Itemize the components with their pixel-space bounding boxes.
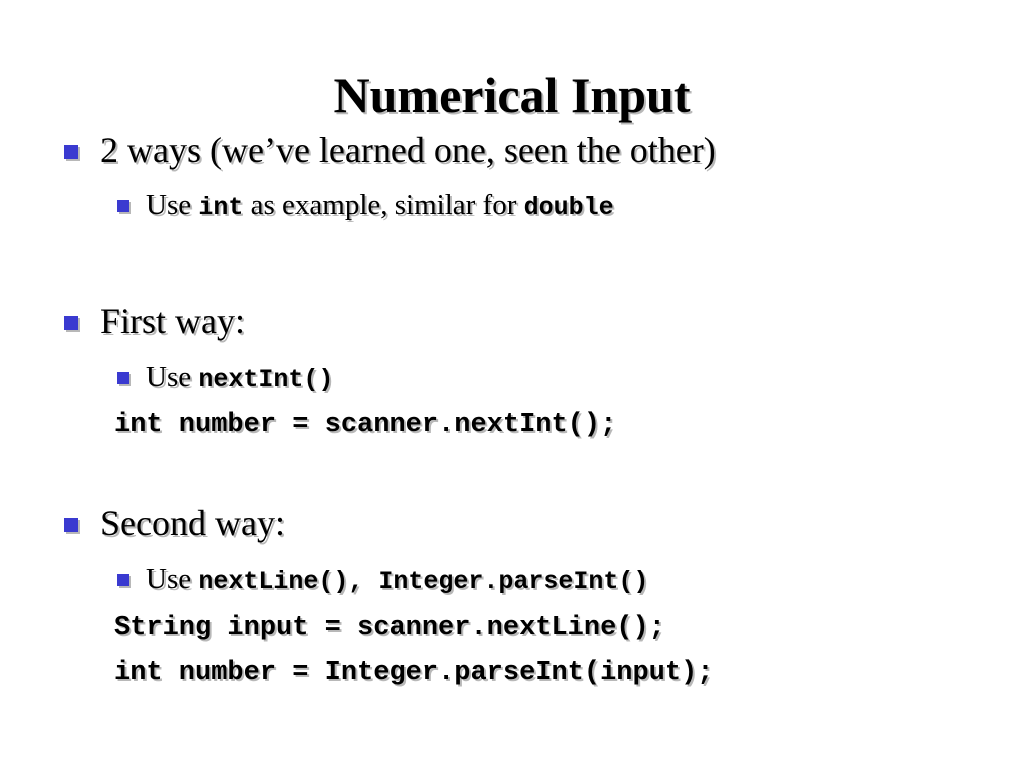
sub-bullet-text: as example, similar for	[243, 189, 524, 221]
code-keyword-double: double	[523, 193, 614, 222]
sub-bullet-text: Use	[146, 189, 199, 221]
bullet-square-icon	[64, 145, 78, 159]
bullet-ways: 2 ways (we’ve learned one, seen the other)	[100, 130, 716, 170]
code-line: String input = scanner.nextLine();	[114, 613, 665, 643]
sub-bullet-use-nextint	[146, 358, 333, 399]
bullet-square-icon	[64, 518, 78, 532]
code-line: int number = Integer.parseInt(input);	[114, 658, 714, 688]
bullet-second-way: Second way:	[100, 503, 285, 543]
sub-bullet-use-nextline	[146, 560, 648, 601]
sub-bullet-square-icon	[117, 200, 129, 212]
sub-bullet-square-icon	[117, 574, 129, 586]
bullet-first-way: First way:	[100, 301, 246, 341]
code-keyword-int: int	[198, 193, 244, 222]
slide-title: Numerical Input	[333, 67, 691, 123]
bullet-square-icon	[64, 316, 78, 330]
code-nextint: nextInt()	[198, 365, 334, 394]
sub-bullet-text: Use	[146, 361, 199, 393]
code-nextline-parseint: nextLine(), Integer.parseInt()	[198, 567, 649, 596]
sub-bullet-text: Use	[146, 563, 199, 595]
sub-bullet-use-int	[146, 186, 614, 227]
sub-bullet-square-icon	[117, 372, 129, 384]
code-line: int number = scanner.nextInt();	[114, 410, 617, 440]
